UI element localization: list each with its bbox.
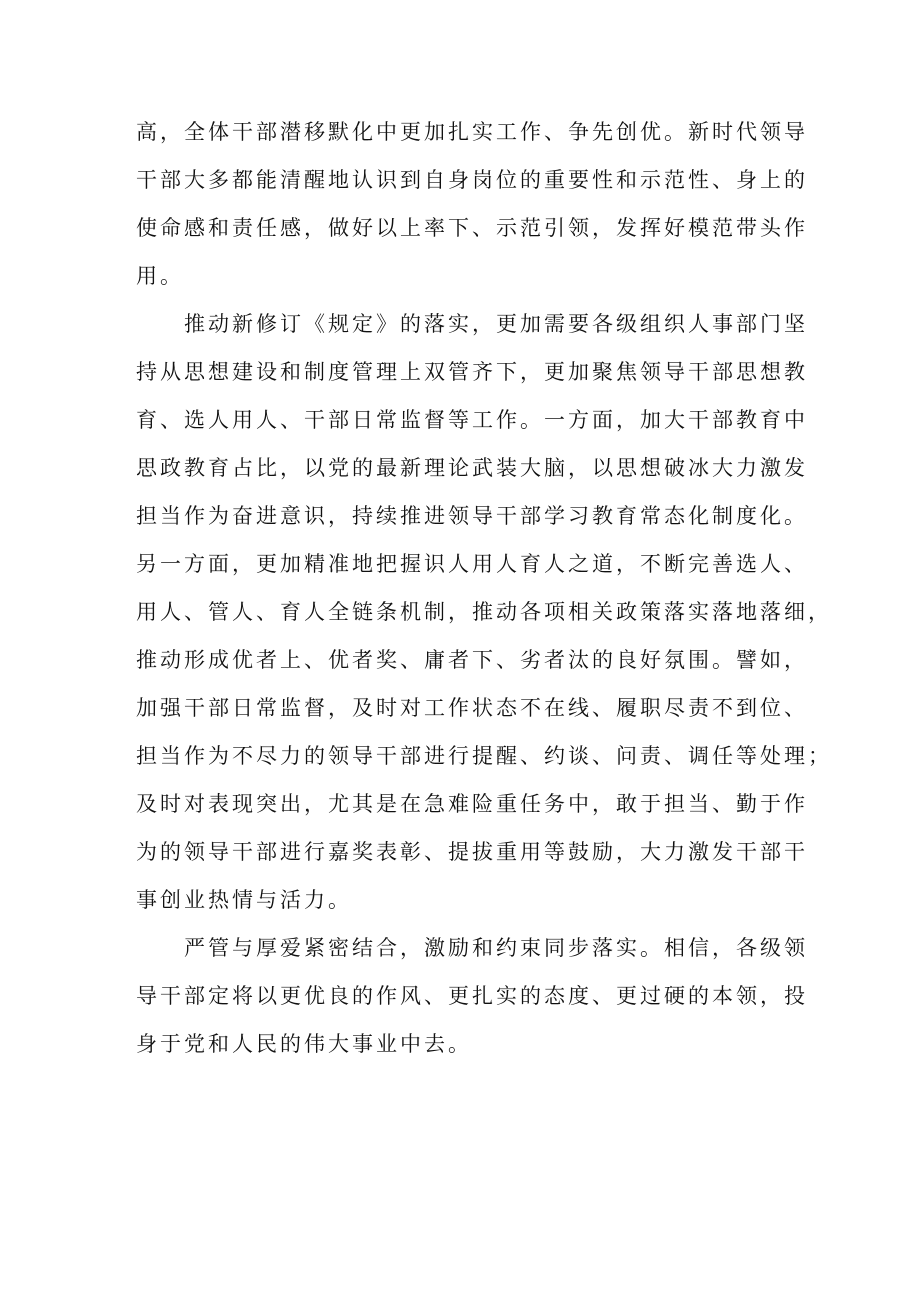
text-line: 推动形成优者上、优者奖、庸者下、劣者汰的良好氛围。譬如， <box>136 648 808 672</box>
text-line: 身于党和人民的伟大事业中去。 <box>136 1032 472 1056</box>
text-line: 思政教育占比，以党的最新理论武装大脑，以思想破冰大力激发 <box>136 456 808 480</box>
paragraph-3 <box>136 924 808 1068</box>
text-line: 使命感和责任感，做好以上率下、示范引领，发挥好模范带头作 <box>136 216 808 240</box>
text-line: 及时对表现突出，尤其是在急难险重任务中，敢于担当、勤于作 <box>136 792 808 816</box>
document-body <box>136 108 832 1068</box>
text-line: 为的领导干部进行嘉奖表彰、提拔重用等鼓励，大力激发干部干 <box>136 840 808 864</box>
text-line: 另一方面，更加精准地把握识人用人育人之道，不断完善选人、 <box>136 552 808 576</box>
text-line: 持从思想建设和制度管理上双管齐下，更加聚焦领导干部思想教 <box>136 360 808 384</box>
text-line: 事创业热情与活力。 <box>136 888 352 912</box>
text-line: 用人、管人、育人全链条机制，推动各项相关政策落实落地落细， <box>136 600 832 624</box>
text-line: 担当作为不尽力的领导干部进行提醒、约谈、问责、调任等处理； <box>136 744 832 768</box>
paragraph-2 <box>136 300 832 924</box>
text-line: 导干部定将以更优良的作风、更扎实的态度、更过硬的本领，投 <box>136 984 808 1008</box>
text-line: 高，全体干部潜移默化中更加扎实工作、争先创优。新时代领导 <box>136 120 808 144</box>
text-line: 严管与厚爱紧密结合，激励和约束同步落实。相信，各级领 <box>184 936 808 960</box>
text-line: 干部大多都能清醒地认识到自身岗位的重要性和示范性、身上的 <box>136 168 808 192</box>
paragraph-1 <box>136 108 808 300</box>
text-line: 加强干部日常监督，及时对工作状态不在线、履职尽责不到位、 <box>136 696 808 720</box>
text-line: 育、选人用人、干部日常监督等工作。一方面，加大干部教育中 <box>136 408 808 432</box>
text-line: 用。 <box>136 264 184 288</box>
text-line: 担当作为奋进意识，持续推进领导干部学习教育常态化制度化。 <box>136 504 808 528</box>
text-line: 推动新修订《规定》的落实，更加需要各级组织人事部门坚 <box>184 312 808 336</box>
